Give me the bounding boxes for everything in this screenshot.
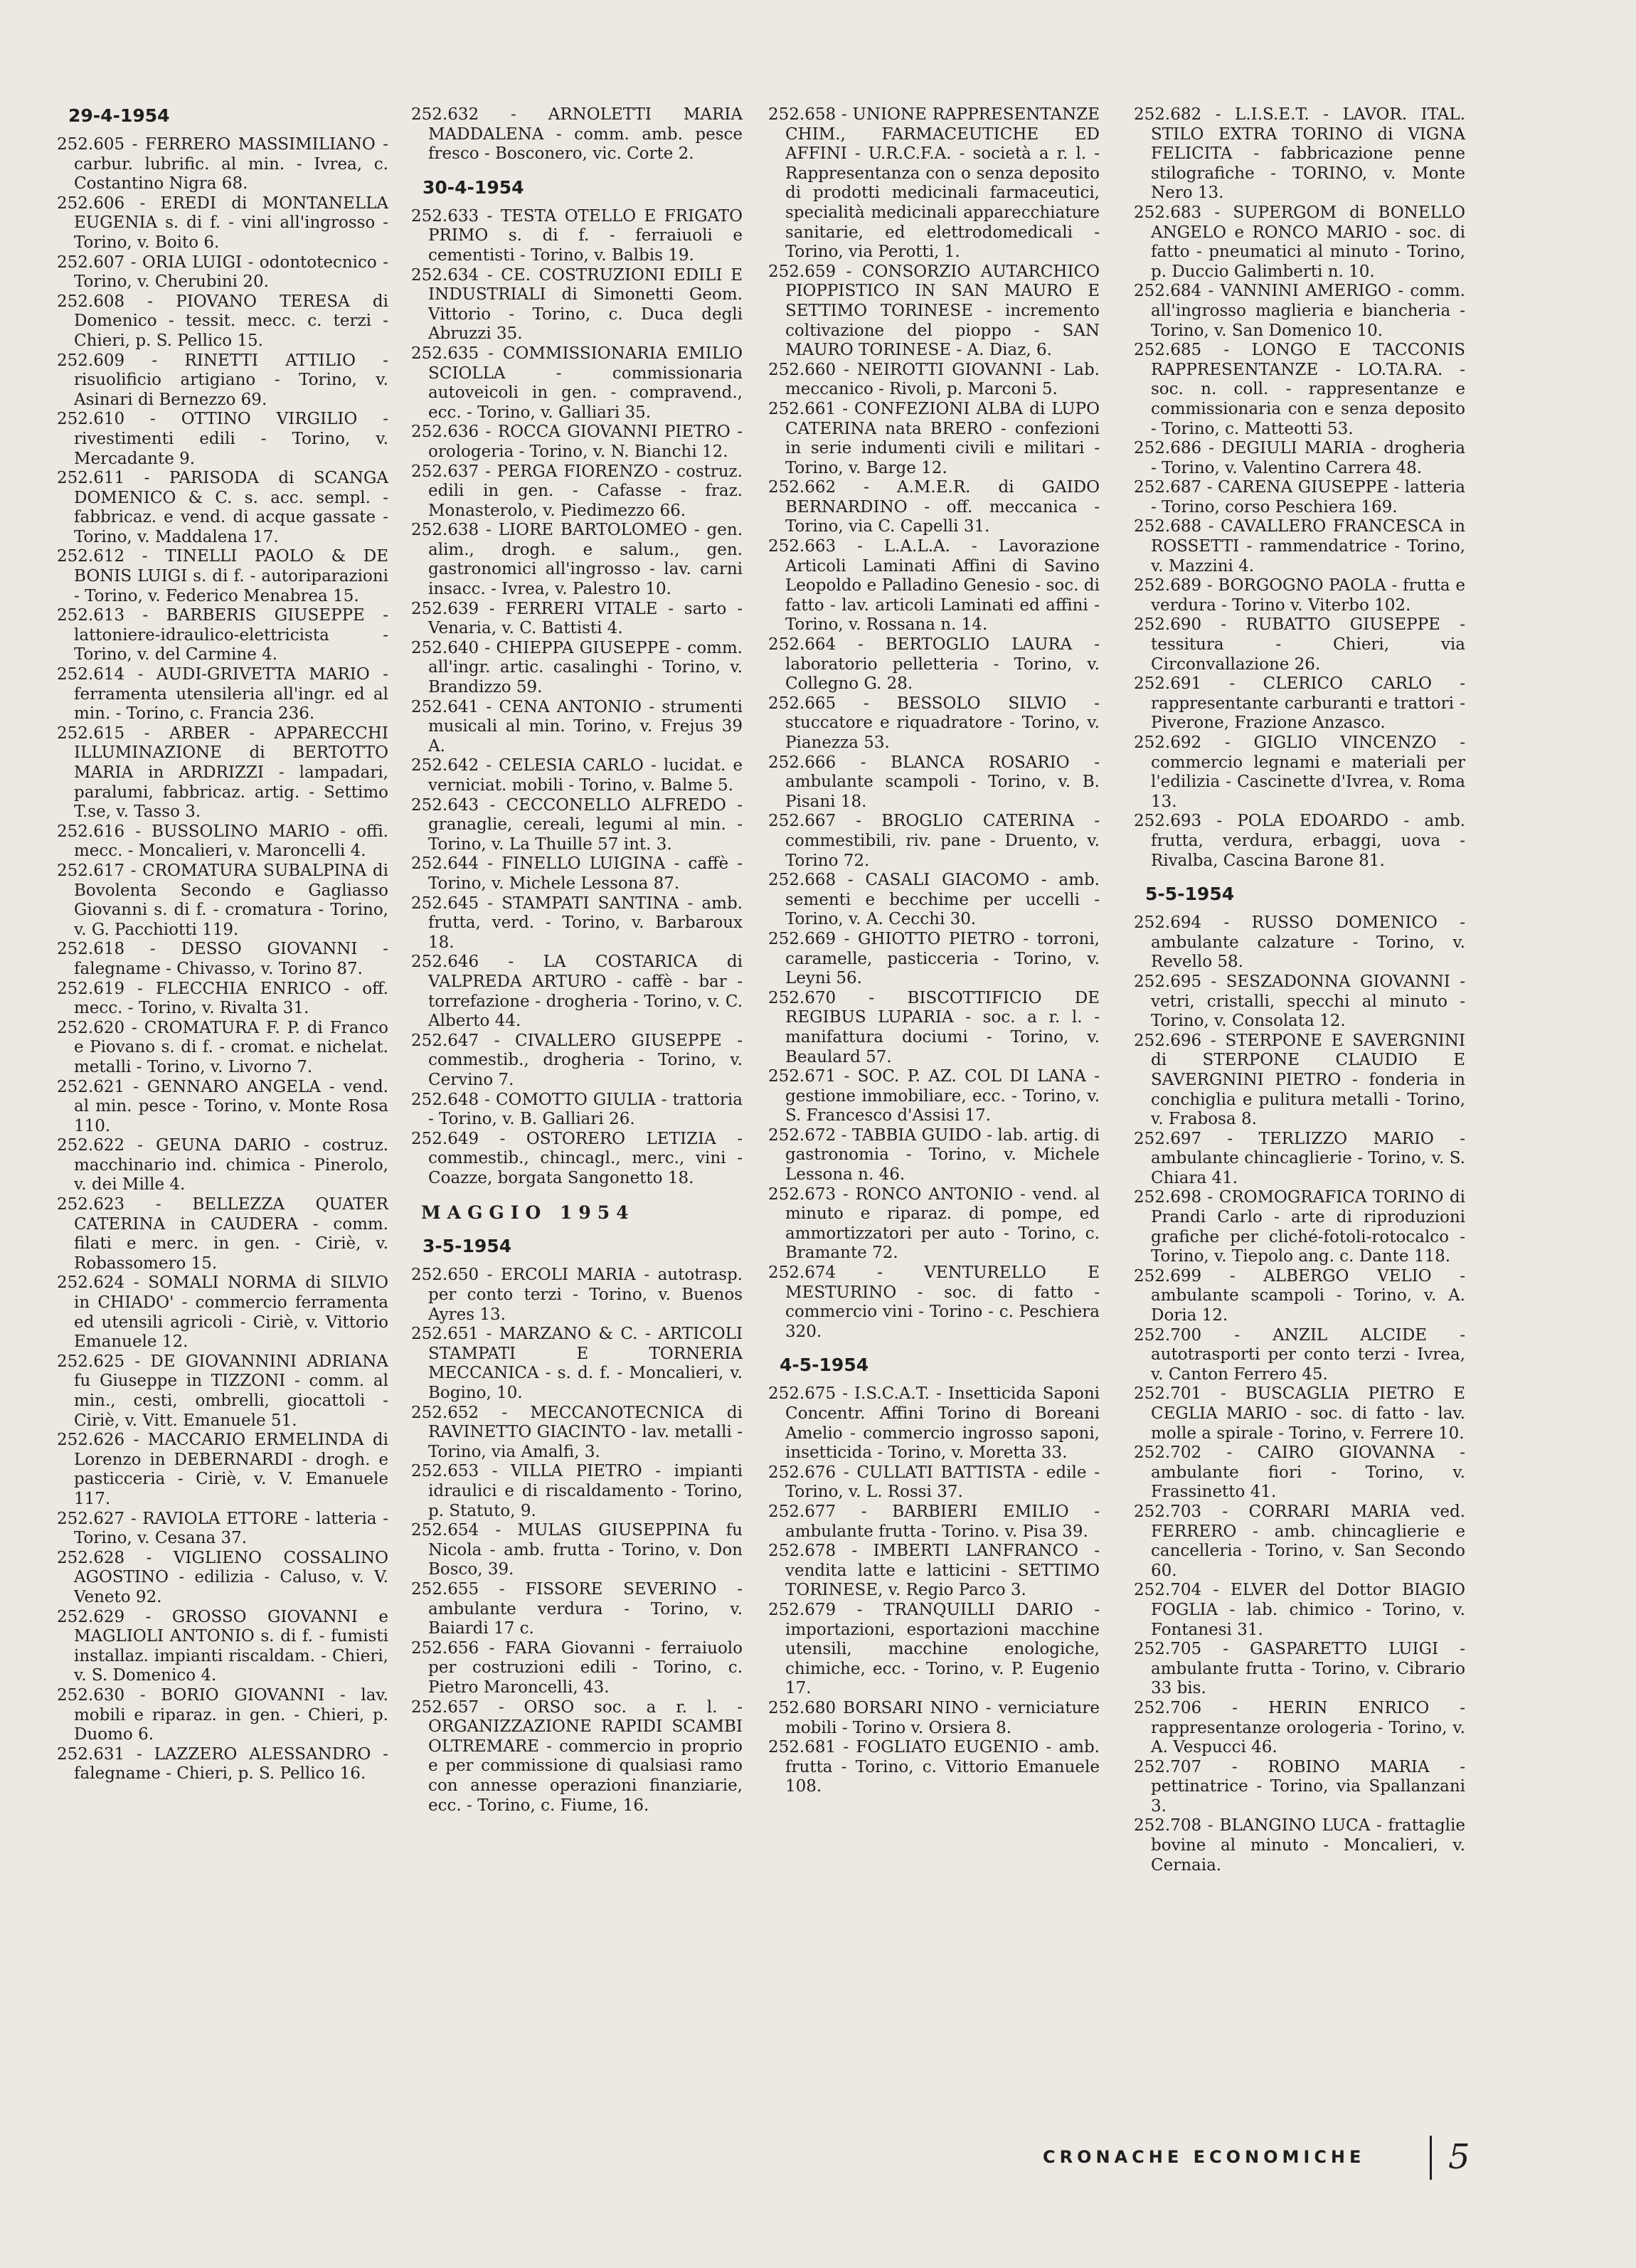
registry-entry: 252.680 BORSARI NINO - verniciature mobili - Torino v. Orsiera 8. bbox=[768, 1698, 1100, 1737]
column-3 bbox=[768, 105, 1100, 1801]
registry-entry: 252.660 - NEIROTTI GIOVANNI - Lab. meccanico - Rivoli, p. Marconi 5. bbox=[768, 360, 1100, 399]
registry-entry: 252.629 - GROSSO GIOVANNI e MAGLIOLI ANTONIO s. di f. - fumisti installaz. impianti riscaldam. - Chieri, v. S. Domenico 4. bbox=[57, 1607, 388, 1685]
column-4 bbox=[1134, 105, 1465, 1880]
registry-entry: 252.614 - AUDI-GRIVETTA MARIO - ferramenta utensileria all'ingr. ed al min. - Torino, c. Francia 236. bbox=[57, 665, 388, 724]
registry-entry: 252.701 - BUSCAGLIA PIETRO E CEGLIA MARIO - soc. di fatto - lav. molle a spirale - Torino, v. Ferrere 10. bbox=[1134, 1384, 1465, 1443]
registry-entry: 252.647 - CIVALLERO GIUSEPPE - commestib., drogheria - Torino, v. Cervino 7. bbox=[411, 1031, 743, 1089]
registry-entry: 252.653 - VILLA PIETRO - impianti idraulici e di riscaldamento - Torino, p. Statuto, 9. bbox=[411, 1462, 743, 1520]
registry-entry: 252.692 - GIGLIO VINCENZO - commercio legnami e materiali per l'edilizia - Cascinette d'Ivrea, v. Roma 13. bbox=[1134, 733, 1465, 811]
registry-entry: 252.688 - CAVALLERO FRANCESCA in ROSSETTI - rammendatrice - Torino, v. Mazzini 4. bbox=[1134, 517, 1465, 576]
registry-entry: 252.663 - L.A.L.A. - Lavorazione Articoli Laminati Affini di Savino Leopoldo e Palladino Genesio - soc. di fatto - lav. articoli Laminati ed affini - Torino, v. Rossana n. 14. bbox=[768, 537, 1100, 635]
registry-entry: 252.685 - LONGO E TACCONIS RAPPRESENTANZE - LO.TA.RA. - soc. n. coll. - rappresentanze e commissionaria con e senza deposito - Torino, c. Matteotti 53. bbox=[1134, 341, 1465, 438]
registry-entry: 252.702 - CAIRO GIOVANNA - ambulante fiori - Torino, v. Frassinetto 41. bbox=[1134, 1443, 1465, 1502]
registry-entry: 252.698 - CROMOGRAFICA TORINO di Prandi Carlo - arte di riproduzioni grafiche per cliché-fotoli-rotocalco - Torino, v. Tiepolo ang. c. Dante 118. bbox=[1134, 1188, 1465, 1266]
registry-entry: 252.620 - CROMATURA F. P. di Franco e Piovano s. di f. - cromat. e nichelat. metalli - Torino, v. Livorno 7. bbox=[57, 1018, 388, 1076]
registry-entry: 252.635 - COMMISSIONARIA EMILIO SCIOLLA - commissionaria autoveicoli in gen. - compravend., ecc. - Torino, v. Galliari 35. bbox=[411, 344, 743, 422]
registry-entry: 252.690 - RUBATTO GIUSEPPE - tessitura - Chieri, via Circonvallazione 26. bbox=[1134, 615, 1465, 674]
registry-entry: 252.649 - OSTORERO LETIZIA - commestib., chincagl., merc., vini - Coazze, borgata Sangonetto 18. bbox=[411, 1129, 743, 1187]
registry-entry: 252.633 - TESTA OTELLO E FRIGATO PRIMO s. di f. - ferraiuoli e cementisti - Torino, v. Balbis 19. bbox=[411, 206, 743, 265]
registry-entry: 252.651 - MARZANO & C. - ARTICOLI STAMPATI E TORNERIA MECCANICA - s. d. f. - Moncalieri, v. Bogino, 10. bbox=[411, 1325, 743, 1403]
column-1 bbox=[57, 105, 388, 1789]
registry-entry: 252.632 - ARNOLETTI MARIA MADDALENA - comm. amb. pesce fresco - Bosconero, vic. Corte 2. bbox=[411, 105, 743, 164]
registry-entry: 252.684 - VANNINI AMERIGO - comm. all'ingrosso maglieria e biancheria - Torino, v. San Domenico 10. bbox=[1134, 282, 1465, 340]
registry-entry: 252.622 - GEUNA DARIO - costruz. macchinario ind. chimica - Pinerolo, v. dei Mille 4. bbox=[57, 1136, 388, 1194]
registry-entry: 252.678 - IMBERTI LANFRANCO - vendita latte e latticini - SETTIMO TORINESE, v. Regio Parco 3. bbox=[768, 1542, 1100, 1600]
date-heading: 3-5-1954 bbox=[423, 1236, 512, 1257]
registry-entry: 252.675 - I.S.C.A.T. - Insetticida Saponi Concentr. Affini Torino di Boreani Amelio - commercio ingrosso saponi, insetticida - Torino, v. Moretta 33. bbox=[768, 1384, 1100, 1463]
registry-entry: 252.696 - STERPONE E SAVERGNINI di STERPONE CLAUDIO E SAVERGNINI PIETRO - fonderia in conchiglia e pulitura metalli - Torino, v. Frabosa 8. bbox=[1134, 1031, 1465, 1129]
registry-entry: 252.628 - VIGLIENO COSSALINO AGOSTINO - edilizia - Caluso, v. V. Veneto 92. bbox=[57, 1548, 388, 1606]
date-section bbox=[411, 1202, 743, 1816]
registry-entry: 252.646 - LA COSTARICA di VALPREDA ARTURO - caffè - bar - torrefazione - drogheria - Torino, v. C. Alberto 44. bbox=[411, 953, 743, 1031]
registry-entry: 252.666 - BLANCA ROSARIO - ambulante scampoli - Torino, v. B. Pisani 18. bbox=[768, 753, 1100, 811]
registry-entry: 252.664 - BERTOGLIO LAURA - laboratorio pelletteria - Torino, v. Collegno G. 28. bbox=[768, 635, 1100, 694]
registry-entry: 252.659 - CONSORZIO AUTARCHICO PIOPPISTICO IN SAN MAURO E SETTIMO TORINESE - incremento coltivazione del pioppo - SAN MAURO TORINESE - A. Diaz, 6. bbox=[768, 262, 1100, 360]
registry-entry: 252.610 - OTTINO VIRGILIO - rivestimenti edili - Torino, v. Mercadante 9. bbox=[57, 410, 388, 468]
registry-entry: 252.607 - ORIA LUIGI - odontotecnico - Torino, v. Cherubini 20. bbox=[57, 253, 388, 292]
registry-entry: 252.683 - SUPERGOM di BONELLO ANGELO e RONCO MARIO - soc. di fatto - pneumatici al minuto - Torino, p. Duccio Galimberti n. 10. bbox=[1134, 203, 1465, 281]
registry-entry: 252.619 - FLECCHIA ENRICO - off. mecc. - Torino, v. Rivalta 31. bbox=[57, 979, 388, 1018]
registry-entry: 252.644 - FINELLO LUIGINA - caffè - Torino, v. Michele Lessona 87. bbox=[411, 854, 743, 893]
registry-entry: 252.658 - UNIONE RAPPRESENTANZE CHIM., FARMACEUTICHE ED AFFINI - U.R.C.F.A. - società a r. l. - Rappresentanza con o senza deposito di prodotti medicinali farmaceutici, specialità medicinali apparecchiature sanitarie, ed elettrodomedicali - Torino, via Perotti, 1. bbox=[768, 105, 1100, 262]
registry-entry: 252.682 - L.I.S.E.T. - LAVOR. ITAL. STILO EXTRA TORINO di VIGNA FELICITA - fabbricazione penne stilografiche - TORINO, v. Monte Nero 13. bbox=[1134, 105, 1465, 203]
date-section bbox=[768, 105, 1100, 1342]
registry-entry: 252.612 - TINELLI PAOLO & DE BONIS LUIGI s. di f. - autoriparazioni - Torino, v. Federico Menabrea 15. bbox=[57, 547, 388, 605]
registry-entry: 252.672 - TABBIA GUIDO - lab. artig. di gastronomia - Torino, v. Michele Lessona n. 46. bbox=[768, 1125, 1100, 1185]
registry-entry: 252.679 - TRANQUILLI DARIO - importazioni, esportazioni macchine utensili, macchine enologiche, chimiche, ecc. - Torino, v. P. Eugenio 17. bbox=[768, 1600, 1100, 1698]
date-section bbox=[57, 105, 388, 1784]
registry-entry: 252.650 - ERCOLI MARIA - autotrasp. per conto terzi - Torino, v. Buenos Ayres 13. bbox=[411, 1266, 743, 1324]
registry-entry: 252.621 - GENNARO ANGELA - vend. al min. pesce - Torino, v. Monte Rosa 110. bbox=[57, 1077, 388, 1135]
registry-entry: 252.638 - LIORE BARTOLOMEO - gen. alim., drogh. e salum., gen. gastronomici all'ingrosso - lav. carni insacc. - Ivrea, v. Palestro 10. bbox=[411, 521, 743, 599]
registry-entry: 252.695 - SESZADONNA GIOVANNI - vetri, cristalli, specchi al minuto - Torino, v. Consolata 12. bbox=[1134, 972, 1465, 1031]
date-section bbox=[1134, 105, 1465, 871]
registry-entry: 252.623 - BELLEZZA QUATER CATERINA in CAUDERA - comm. filati e merc. in gen. - Ciriè, v. Robassomero 15. bbox=[57, 1195, 388, 1273]
registry-entry: 252.656 - FARA Giovanni - ferraiuolo per costruzioni edili - Torino, c. Pietro Maroncelli, 43. bbox=[411, 1638, 743, 1697]
registry-entry: 252.668 - CASALI GIACOMO - amb. sementi e becchime per uccelli - Torino, v. A. Cecchi 30. bbox=[768, 871, 1100, 929]
registry-entry: 252.627 - RAVIOLA ETTORE - latteria - Torino, v. Cesana 37. bbox=[57, 1509, 388, 1548]
registry-entry: 252.670 - BISCOTTIFICIO DE REGIBUS LUPARIA - soc. a r. l. - manifattura dociumi - Torino, v. Beaulard 57. bbox=[768, 988, 1100, 1066]
registry-entry: 252.681 - FOGLIATO EUGENIO - amb. frutta - Torino, c. Vittorio Emanuele 108. bbox=[768, 1738, 1100, 1796]
registry-entry: 252.652 - MECCANOTECNICA di RAVINETTO GIACINTO - lav. metalli - Torino, via Amalfi, 3. bbox=[411, 1403, 743, 1461]
registry-entry: 252.676 - CULLATI BATTISTA - edile - Torino, v. L. Rossi 37. bbox=[768, 1463, 1100, 1502]
registry-entry: 252.630 - BORIO GIOVANNI - lav. mobili e riparaz. in gen. - Chieri, p. Duomo 6. bbox=[57, 1685, 388, 1744]
date-heading: 30-4-1954 bbox=[423, 176, 524, 198]
registry-entry: 252.677 - BARBIERI EMILIO - ambulante frutta - Torino. v. Pisa 39. bbox=[768, 1502, 1100, 1541]
date-heading: 5-5-1954 bbox=[1145, 884, 1235, 905]
registry-entry: 252.636 - ROCCA GIOVANNI PIETRO - orologeria - Torino, v. N. Bianchi 12. bbox=[411, 423, 743, 461]
registry-entry: 252.605 - FERRERO MASSIMILIANO - carbur. lubrific. al min. - Ivrea, c. Costantino Nigra 68. bbox=[57, 135, 388, 194]
registry-entry: 252.687 - CARENA GIUSEPPE - latteria - Torino, corso Peschiera 169. bbox=[1134, 478, 1465, 516]
registry-entry: 252.631 - LAZZERO ALESSANDRO - falegname - Chieri, p. S. Pellico 16. bbox=[57, 1744, 388, 1784]
registry-entry: 252.643 - CECCONELLO ALFREDO - granaglie, cereali, legumi al min. - Torino, v. La Thuille 57 int. 3. bbox=[411, 795, 743, 854]
registry-entry: 252.616 - BUSSOLINO MARIO - offi. mecc. - Moncalieri, v. Maroncelli 4. bbox=[57, 822, 388, 861]
registry-entry: 252.667 - BROGLIO CATERINA - commestibili, riv. pane - Druento, v. Torino 72. bbox=[768, 812, 1100, 870]
registry-entry: 252.608 - PIOVANO TERESA di Domenico - tessit. mecc. c. terzi - Chieri, p. S. Pellico 15. bbox=[57, 292, 388, 350]
registry-entry: 252.624 - SOMALI NORMA di SILVIO in CHIADO' - commercio ferramenta ed utensili agricoli - Ciriè, v. Vittorio Emanuele 12. bbox=[57, 1273, 388, 1352]
registry-entry: 252.661 - CONFEZIONI ALBA di LUPO CATERINA nata BRERO - confezioni in serie indumenti civili e militari - Torino, v. Barge 12. bbox=[768, 399, 1100, 477]
registry-entry: 252.611 - PARISODA di SCANGA DOMENICO & C. s. acc. sempl. - fabbricaz. e vend. di acque gassate - Torino, v. Maddalena 17. bbox=[57, 469, 388, 546]
date-heading: 29-4-1954 bbox=[68, 105, 170, 126]
registry-entry: 252.689 - BORGOGNO PAOLA - frutta e verdura - Torino v. Viterbo 102. bbox=[1134, 576, 1465, 615]
month-heading: MAGGIO 1954 bbox=[421, 1202, 635, 1224]
registry-entry: 252.671 - SOC. P. AZ. COL DI LANA - gestione immobiliare, ecc. - Torino, v. S. Francesco d'Assisi 17. bbox=[768, 1067, 1100, 1125]
registry-entry: 252.693 - POLA EDOARDO - amb. frutta, verdura, erbaggi, uova - Rivalba, Cascina Barone 81. bbox=[1134, 812, 1465, 870]
registry-entry: 252.707 - ROBINO MARIA - pettinatrice - Torino, via Spallanzani 3. bbox=[1134, 1757, 1465, 1816]
registry-entry: 252.606 - EREDI di MONTANELLA EUGENIA s. di f. - vini all'ingrosso - Torino, v. Boito 6. bbox=[57, 194, 388, 252]
registry-entry: 252.706 - HERIN ENRICO - rappresentanze orologeria - Torino, v. A. Vespucci 46. bbox=[1134, 1698, 1465, 1757]
registry-entry: 252.674 - VENTURELLO E MESTURINO - soc. di fatto - commercio vini - Torino - c. Peschiera 320. bbox=[768, 1263, 1100, 1341]
date-section bbox=[768, 1355, 1100, 1796]
date-section bbox=[1134, 884, 1465, 1875]
registry-entry: 252.694 - RUSSO DOMENICO - ambulante calzature - Torino, v. Revello 58. bbox=[1134, 913, 1465, 972]
registry-entry: 252.645 - STAMPATI SANTINA - amb. frutta, verd. - Torino, v. Barbaroux 18. bbox=[411, 894, 743, 952]
registry-entry: 252.705 - GASPARETTO LUIGI - ambulante frutta - Torino, v. Cibrario 33 bis. bbox=[1134, 1640, 1465, 1698]
registry-entry: 252.626 - MACCARIO ERMELINDA di Lorenzo in DEBERNARDI - drogh. e pasticceria - Ciriè, v. V. Emanuele 117. bbox=[57, 1431, 388, 1508]
registry-entry: 252.609 - RINETTI ATTILIO - risuolificio artigiano - Torino, v. Asinari di Bernezzo 69. bbox=[57, 351, 388, 409]
registry-entry: 252.669 - GHIOTTO PIETRO - torroni, caramelle, pasticceria - Torino, v. Leyni 56. bbox=[768, 929, 1100, 988]
registry-entry: 252.662 - A.M.E.R. di GAIDO BERNARDINO - off. meccanica - Torino, via C. Capelli 31. bbox=[768, 478, 1100, 536]
registry-entry: 252.639 - FERRERI VITALE - sarto - Venaria, v. C. Battisti 4. bbox=[411, 599, 743, 638]
registry-entry: 252.673 - RONCO ANTONIO - vend. al minuto e riparaz. di pompe, ed ammortizzatori per auto - Torino, c. Bramante 72. bbox=[768, 1185, 1100, 1263]
registry-entry: 252.615 - ARBER - APPARECCHI ILLUMINAZIONE di BERTOTTO MARIA in ARDRIZZI - lampadari, paralumi, fabbricaz. artig. - Settimo T.se, v. Tasso 3. bbox=[57, 724, 388, 822]
registry-entry: 252.665 - BESSOLO SILVIO - stuccatore e riquadratore - Torino, v. Pianezza 53. bbox=[768, 694, 1100, 752]
registry-entry: 252.700 - ANZIL ALCIDE - autotrasporti per conto terzi - Ivrea, v. Canton Ferrero 45. bbox=[1134, 1325, 1465, 1384]
registry-entry: 252.654 - MULAS GIUSEPPINA fu Nicola - amb. frutta - Torino, v. Don Bosco, 39. bbox=[411, 1521, 743, 1579]
footer-divider bbox=[1430, 2136, 1432, 2180]
registry-entry: 252.703 - CORRARI MARIA ved. FERRERO - amb. chincaglierie e cancelleria - Torino, v. San Secondo 60. bbox=[1134, 1502, 1465, 1580]
registry-entry: 252.617 - CROMATURA SUBALPINA di Bovolenta Secondo e Gagliasso Giovanni s. di f. - cromatura - Torino, v. G. Pacchiotti 119. bbox=[57, 861, 388, 939]
publication-name: CRONACHE ECONOMICHE bbox=[1043, 2147, 1366, 2167]
registry-entry: 252.625 - DE GIOVANNINI ADRIANA fu Giuseppe in TIZZONI - comm. al min., cesti, ombrelli, giocattoli - Ciriè, v. Vitt. Emanuele 51. bbox=[57, 1352, 388, 1430]
registry-entry: 252.699 - ALBERGO VELIO - ambulante scampoli - Torino, v. A. Doria 12. bbox=[1134, 1266, 1465, 1325]
column-2 bbox=[411, 105, 743, 1820]
date-heading: 4-5-1954 bbox=[780, 1355, 869, 1376]
registry-entry: 252.618 - DESSO GIOVANNI - falegname - Chivasso, v. Torino 87. bbox=[57, 940, 388, 978]
registry-entry: 252.704 - ELVER del Dottor BIAGIO FOGLIA - lab. chimico - Torino, v. Fontanesi 31. bbox=[1134, 1581, 1465, 1639]
registry-entry: 252.697 - TERLIZZO MARIO - ambulante chincaglierie - Torino, v. S. Chiara 41. bbox=[1134, 1129, 1465, 1187]
registry-entry: 252.642 - CELESIA CARLO - lucidat. e verniciat. mobili - Torino, v. Balme 5. bbox=[411, 756, 743, 795]
page-number: 5 bbox=[1448, 2137, 1470, 2177]
date-section bbox=[411, 105, 743, 164]
registry-entry: 252.657 - ORSO soc. a r. l. - ORGANIZZAZIONE RAPIDI SCAMBI OLTREMARE - commercio in proprio e per commissione di qualsiasi ramo con annesse operazioni finanziarie, ecc. - Torino, c. Fiume, 16. bbox=[411, 1697, 743, 1815]
registry-entry: 252.641 - CENA ANTONIO - strumenti musicali al min. Torino, v. Frejus 39 A. bbox=[411, 697, 743, 756]
registry-entry: 252.691 - CLERICO CARLO - rappresentante carburanti e trattori - Piverone, Frazione Anzasco. bbox=[1134, 674, 1465, 733]
registry-entry: 252.634 - CE. COSTRUZIONI EDILI E INDUSTRIALI di Simonetti Geom. Vittorio - Torino, c. Duca degli Abruzzi 35. bbox=[411, 265, 743, 344]
registry-entry: 252.648 - COMOTTO GIULIA - trattoria - Torino, v. B. Galliari 26. bbox=[411, 1090, 743, 1129]
registry-entry: 252.640 - CHIEPPA GIUSEPPE - comm. all'ingr. artic. casalinghi - Torino, v. Brandizzo 59. bbox=[411, 638, 743, 697]
registry-entry: 252.686 - DEGIULI MARIA - drogheria - Torino, v. Valentino Carrera 48. bbox=[1134, 439, 1465, 477]
registry-entry: 252.655 - FISSORE SEVERINO - ambulante verdura - Torino, v. Baiardi 17 c. bbox=[411, 1579, 743, 1638]
registry-entry: 252.613 - BARBERIS GIUSEPPE - lattoniere-idraulico-elettricista - Torino, v. del Carmine 4. bbox=[57, 606, 388, 664]
date-section bbox=[411, 177, 743, 1189]
registry-entry: 252.708 - BLANGINO LUCA - frattaglie bovine al minuto - Moncalieri, v. Cernaia. bbox=[1134, 1816, 1465, 1875]
registry-entry: 252.637 - PERGA FIORENZO - costruz. edili in gen. - Cafasse - fraz. Monasterolo, v. Piedimezzo 66. bbox=[411, 462, 743, 520]
